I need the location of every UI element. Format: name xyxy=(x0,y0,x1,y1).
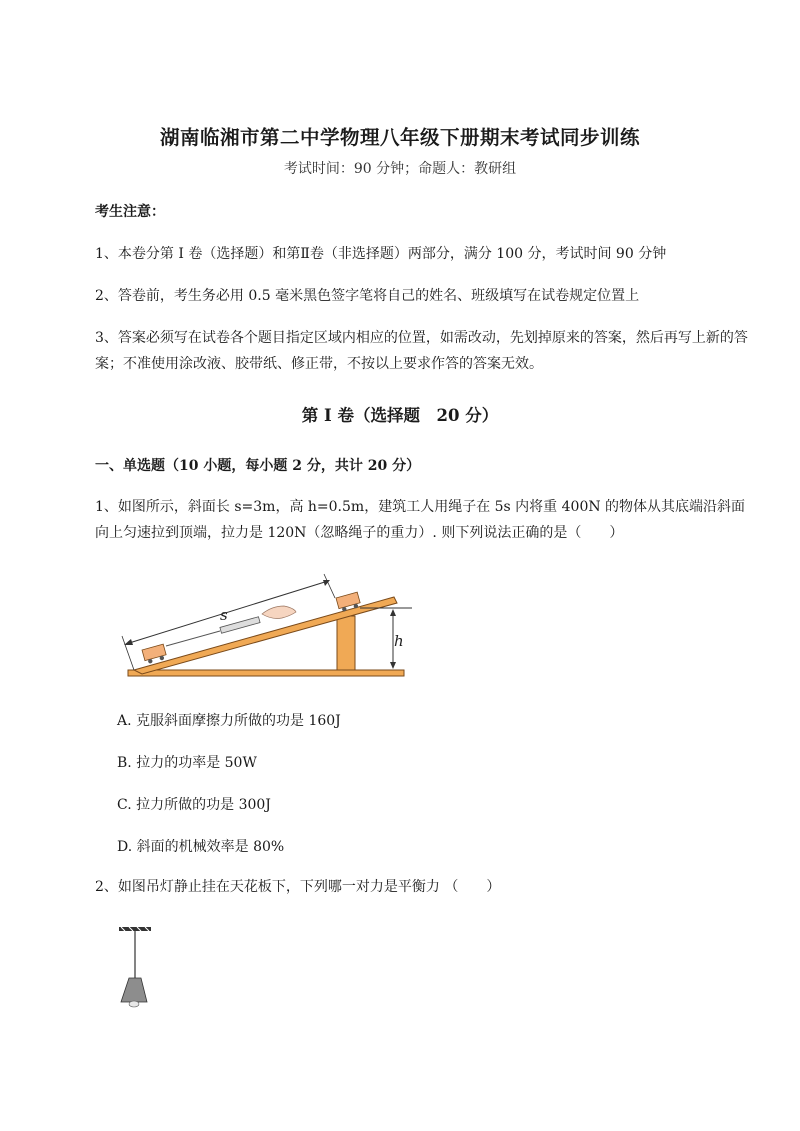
notice-item-3: 3、答案必须写在试卷各个题目指定区域内相应的位置，如需改动，先划掉原来的答案，然后再写上新的答案；不准使用涂改液、胶带纸、修正带，不按以上要求作答的答案无效。 xyxy=(95,330,748,372)
height-arrow-head-bottom xyxy=(390,662,396,669)
support-post xyxy=(337,616,355,670)
question-1-option-d[interactable]: D. 斜面的机械效率是 80% xyxy=(117,839,285,855)
length-tick-right xyxy=(324,574,335,598)
exam-info: 考试时间：90 分钟；命题人：教研组 xyxy=(283,161,517,177)
question-1-option-c[interactable]: C. 拉力所做的功是 300J xyxy=(117,797,271,813)
height-arrow-head-top xyxy=(390,609,396,616)
page-title: 湖南临湘市第二中学物理八年级下册期末考试同步训练 xyxy=(159,126,640,149)
incline-figure xyxy=(120,570,420,680)
question-1-option-a[interactable]: A. 克服斜面摩擦力所做的功是 160J xyxy=(117,713,341,729)
length-arrow-head-left xyxy=(124,639,133,645)
hand-icon xyxy=(262,606,296,619)
part-heading: 一、单选题（10 小题，每小题 2 分，共计 20 分） xyxy=(95,458,421,474)
inclined-plank xyxy=(134,597,397,674)
question-1-stem: 1、如图所示，斜面长 s=3m，高 h=0.5m，建筑工人用绳子在 5s 内将重 400N 的物体从其底端沿斜面向上匀速拉到顶端，拉力是 120N（忽略绳子的重力）. 则下列说法正确的是（ ） xyxy=(95,499,746,541)
section-title: 第 I 卷（选择题 20 分） xyxy=(301,406,499,425)
question-2-stem: 2、如图吊灯静止挂在天花板下，下列哪一对力是平衡力 （ ） xyxy=(95,879,501,895)
notice-heading: 考生注意： xyxy=(95,204,165,220)
notice-item-1: 1、本卷分第 I 卷（选择题）和第Ⅱ卷（非选择题）两部分，满分 100 分，考试时间 90 分钟 xyxy=(95,246,667,262)
height-label: h xyxy=(394,632,404,650)
base-board xyxy=(128,670,404,676)
length-label: s xyxy=(220,606,228,624)
length-tick-left xyxy=(122,636,134,670)
rope xyxy=(166,631,220,646)
lamp-bulb xyxy=(129,1001,139,1007)
notice-item-2: 2、答卷前，考生务必用 0.5 毫米黑色签字笔将自己的姓名、班级填写在试卷规定位置上 xyxy=(95,288,640,304)
question-1-option-b[interactable]: B. 拉力的功率是 50W xyxy=(117,755,257,771)
lamp-shade xyxy=(121,978,147,1002)
hanging-lamp-figure xyxy=(113,922,163,1012)
